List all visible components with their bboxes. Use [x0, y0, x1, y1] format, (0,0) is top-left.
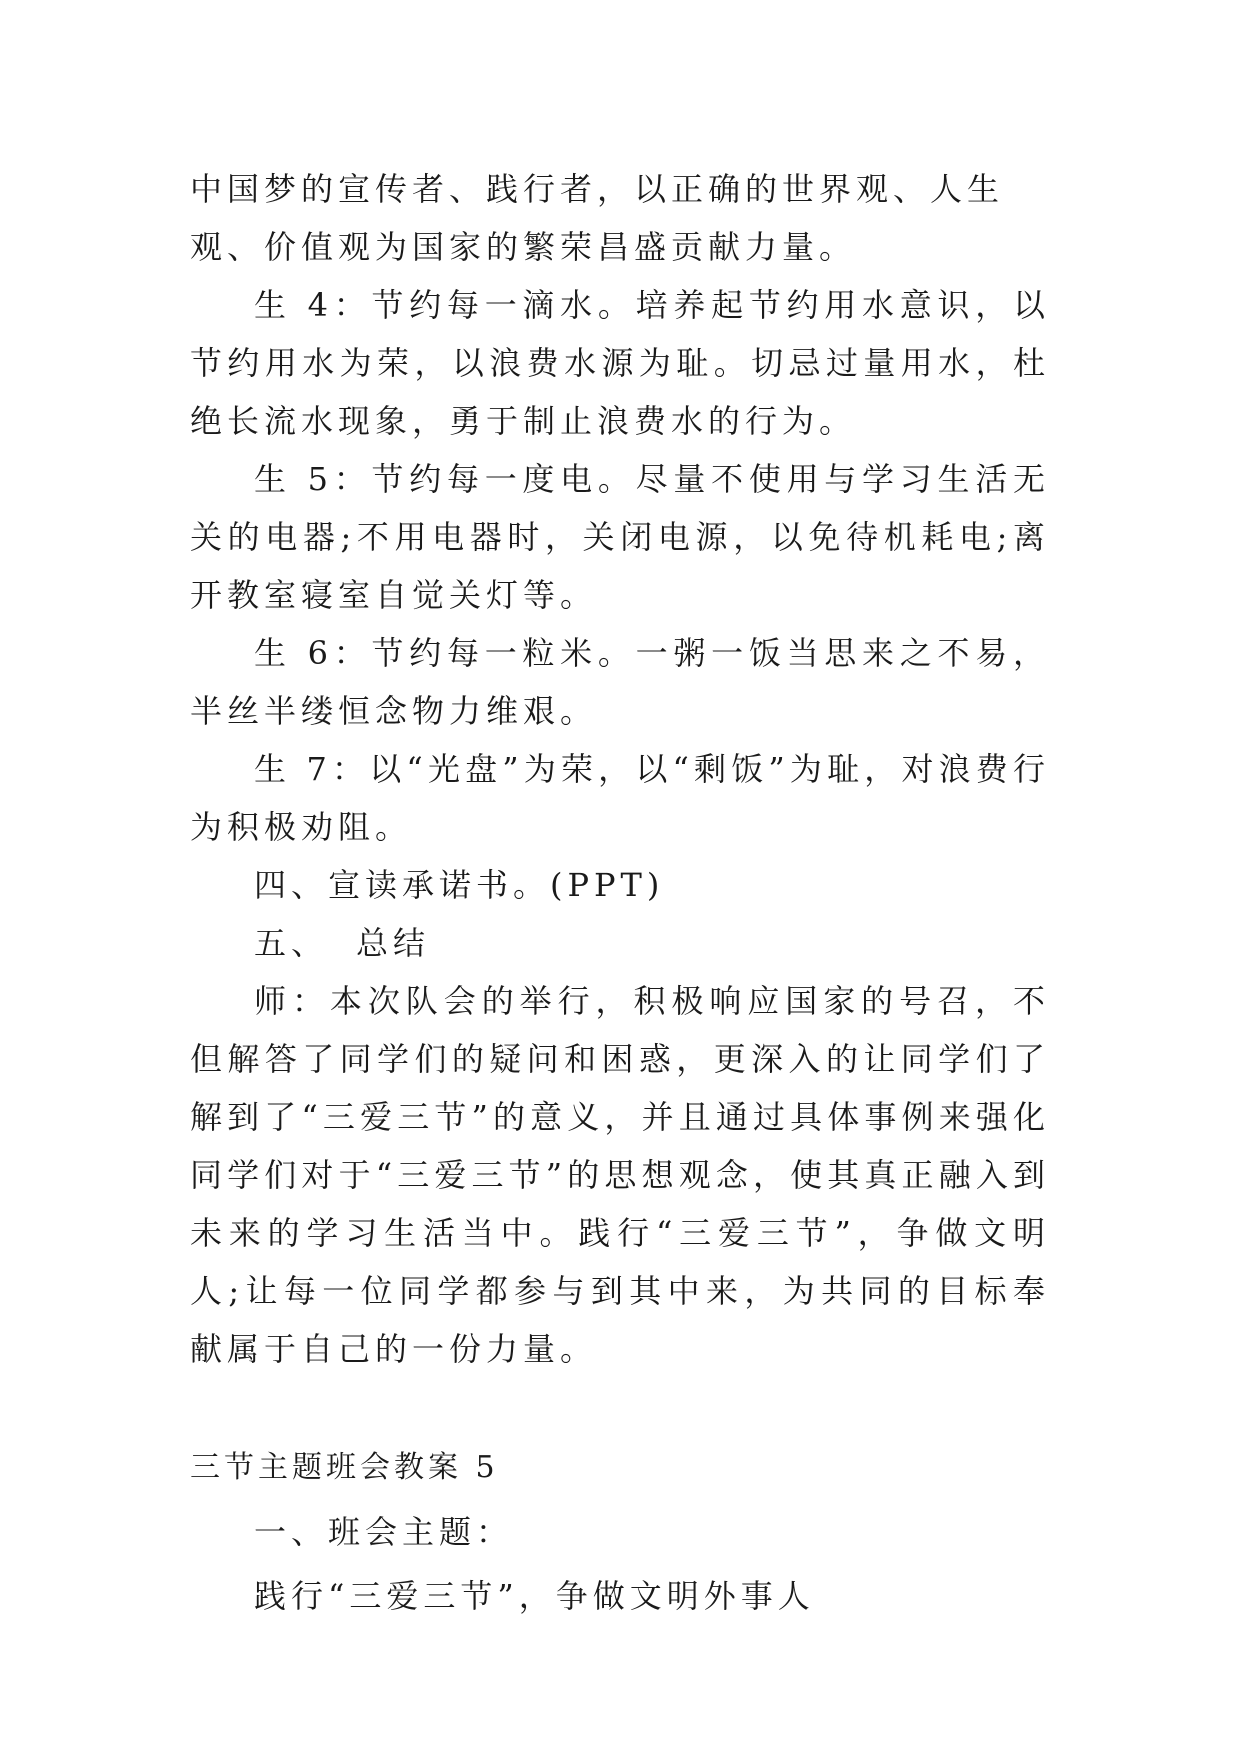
student-5-label: 生 5：: [254, 460, 372, 498]
continuation-paragraph: 中国梦的宣传者、践行者，以正确的世界观、人生观、价值观为国家的繁荣昌盛贡献力量。: [190, 170, 1005, 266]
student-4-text: 节约每一滴水。培养起节约用水意识，以节约用水为荣，以浪费水源为耻。切忌过量用水，杜绝长流水现象，勇于制止浪费水的行为。: [190, 286, 1050, 440]
student-5-paragraph: [190, 450, 1050, 624]
section-5-heading: [190, 914, 1050, 972]
document-body: [190, 160, 1050, 1628]
teacher-text: 本次队会的举行，积极响应国家的号召，不但解答了同学们的疑问和困惑，更深入的让同学们了解到了“三爱三节”的意义，并且通过具体事例来强化同学们对于“三爱三节”的思想观念，使其真正融入到未来的学习生活当中。践行“三爱三节”，争做文明人;让每一位同学都参与到其中来，为共同的目标奉献属于自己的一份力量。: [190, 982, 1050, 1368]
student-7-paragraph: [190, 740, 1050, 856]
student-6-paragraph: [190, 624, 1050, 740]
student-7-label: 生 7：: [254, 750, 370, 788]
section-5-number: 五、: [254, 924, 329, 962]
student-6-text: 节约每一粒米。一粥一饭当思来之不易，半丝半缕恒念物力维艰。: [190, 634, 1050, 730]
teacher-label: 师：: [254, 982, 330, 1020]
student-7-text: 以“光盘”为荣，以“剩饭”为耻，对浪费行为积极劝阻。: [190, 750, 1050, 846]
teacher-summary-paragraph: [190, 972, 1050, 1378]
class-meeting-theme-heading: 一、班会主题：: [254, 1513, 514, 1551]
section-4-heading: 四、宣读承诺书。(PPT): [254, 866, 665, 904]
student-6-label: 生 6：: [254, 634, 372, 672]
student-5-text: 节约每一度电。尽量不使用与学习生活无关的电器;不用电器时，关闭电源，以免待机耗电;离开教室寝室自觉关灯等。: [190, 460, 1050, 614]
student-4-label: 生 4：: [254, 286, 372, 324]
class-meeting-theme-text: 践行“三爱三节”，争做文明外事人: [254, 1577, 815, 1615]
section-5-title: 总结: [356, 924, 431, 962]
lesson-plan-title: 三节主题班会教案 5: [190, 1450, 499, 1485]
student-4-paragraph: [190, 276, 1050, 450]
